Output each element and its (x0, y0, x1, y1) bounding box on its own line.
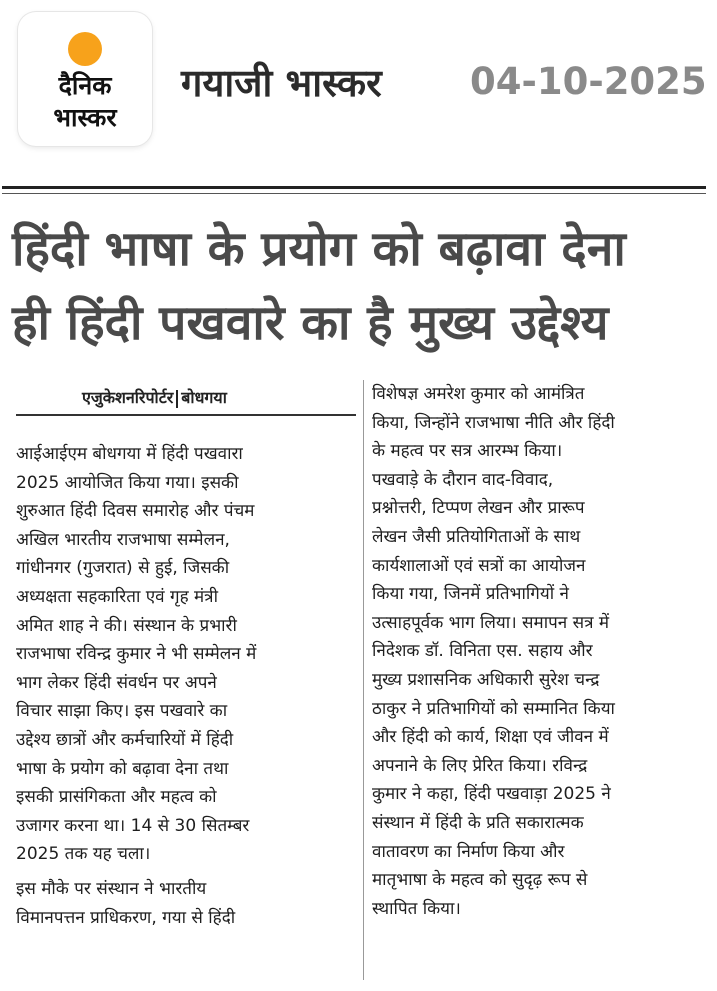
article-text-line: पखवाड़े के दौरान वाद-विवाद, (372, 469, 554, 490)
article-right-column (372, 380, 708, 923)
column-divider (363, 380, 364, 980)
logo-text-line1: दैनिक (58, 71, 112, 100)
newspaper-logo (18, 12, 152, 146)
byline (82, 386, 227, 408)
article-left-column (16, 440, 354, 932)
article-text-line: किया, जिन्होंने राजभाषा नीति और हिंदी (372, 412, 615, 433)
byline-reporter: एजुकेशनरिपोर्टर (82, 388, 174, 407)
header-rule (2, 186, 706, 189)
article-text-line: शुरुआत हिंदी दिवस समारोह और पंचम (16, 501, 255, 522)
article-text-line: अमित शाह ने की। संस्थान के प्रभारी (16, 615, 237, 636)
article-text-line: मुख्य प्रशासनिक अधिकारी सुरेश चन्द्र (372, 669, 600, 690)
byline-place: बोधगया (181, 388, 227, 407)
edition-name: गयाजी भास्कर (181, 61, 382, 105)
article-text-line: कार्यशालाओं एवं सत्रों का आयोजन (372, 555, 586, 576)
article-text-line: निदेशक डॉ. विनिता एस. सहाय और (372, 641, 593, 662)
logo-text-line2: भास्कर (53, 103, 117, 132)
article-text-line: और हिंदी को कार्य, शिक्षा एवं जीवन में (372, 727, 609, 748)
article-text-line: लेखन जैसी प्रतियोगिताओं के साथ (372, 526, 581, 547)
article-text-line: प्रश्नोत्तरी, टिप्पण लेखन और प्रारूप (372, 498, 585, 519)
article-text-line: किया गया, जिनमें प्रतिभागियों ने (372, 584, 569, 605)
article-text-line: के महत्व पर सत्र आरम्भ किया। (372, 441, 563, 462)
article-text-line: संस्थान में हिंदी के प्रति सकारात्मक (372, 812, 584, 833)
article-text-line: आईआईएम बोधगया में हिंदी पखवारा (16, 444, 243, 464)
article-text-line: मातृभाषा के महत्व को सुदृढ़ रूप से (372, 870, 588, 891)
article-text-line: विशेषज्ञ अमरेश कुमार को आमंत्रित (372, 384, 585, 404)
article-text-line: उजागर करना था। 14 से 30 सितम्बर (16, 815, 250, 836)
article-text-line: ठाकुर ने प्रतिभागियों को सम्मानित किया (372, 698, 615, 719)
article-text-line: विचार साझा किए। इस पखवारे का (16, 701, 228, 722)
headline-line-1: हिंदी भाषा के प्रयोग को बढ़ावा देना (12, 221, 626, 277)
article-text-line: भाग लेकर हिंदी संवर्धन पर अपने (16, 672, 217, 693)
article-text-line: उत्साहपूर्वक भाग लिया। समापन सत्र में (372, 612, 610, 633)
article-text-line: विमानपत्तन प्राधिकरण, गया से हिंदी (16, 907, 236, 928)
article-text-line: कुमार ने कहा, हिंदी पखवाड़ा 2025 ने (372, 784, 611, 805)
edition-date: 04-10-2025 (470, 60, 707, 103)
article-text-line: 2025 तक यह चला। (16, 844, 151, 865)
article-text-line: गांधीनगर (गुजरात) से हुई, जिसकी (16, 558, 230, 579)
sun-logo-icon (68, 32, 102, 66)
article-text-line: 2025 आयोजित किया गया। इसकी (16, 472, 239, 493)
header-rule-thin (2, 193, 706, 194)
article-text-line: इस मौके पर संस्थान ने भारतीय (16, 878, 207, 899)
article-text-line: राजभाषा रविन्द्र कुमार ने भी सम्मेलन में (16, 644, 257, 665)
article-text-line: उद्देश्य छात्रों और कर्मचारियों में हिंदी (16, 729, 234, 750)
article-text-line: अपनाने के लिए प्रेरित किया। रविन्द्र (372, 755, 588, 776)
headline-line-2: ही हिंदी पखवारे का है मुख्य उद्देश्य (12, 295, 609, 351)
byline-rule (16, 414, 356, 416)
article-headline (12, 212, 702, 360)
article-text-line: अध्यक्षता सहकारिता एवं गृह मंत्री (16, 586, 218, 607)
byline-separator (176, 390, 178, 408)
article-text-line: भाषा के प्रयोग को बढ़ावा देना तथा (16, 758, 229, 779)
article-text-line: इसकी प्रासंगिकता और महत्व को (16, 787, 217, 808)
article-text-line: अखिल भारतीय राजभाषा सम्मेलन, (16, 529, 230, 550)
article-text-line: वातावरण का निर्माण किया और (372, 841, 565, 862)
article-text-line: स्थापित किया। (372, 898, 461, 919)
